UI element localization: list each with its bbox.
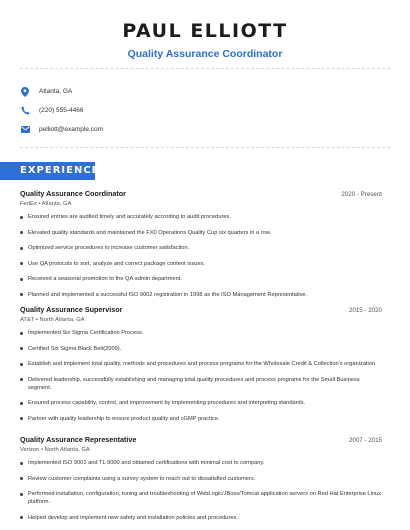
job-title: Quality Assurance Coordinator (20, 189, 126, 198)
job-title: Quality Assurance Supervisor (20, 305, 123, 314)
job-bullets (20, 213, 382, 299)
location-text: Atlanta, GA (39, 88, 73, 95)
job-company: AT&T • North Atlanta, GA (20, 317, 85, 323)
job-bullet: Optimized service procedures to increase customer satisfaction. (20, 244, 382, 252)
job-bullet: Use QA protocols to sort, analyze and correct package content issues. (20, 260, 382, 268)
job-dates: 2020 - Present (341, 191, 382, 198)
job-bullet: Received a seasonal promotion to the QA admin department. (20, 275, 382, 283)
contact-email[interactable] (20, 120, 103, 139)
job-bullet: Elevated quality standards and maintained the FX0 Operations Quality Cup six quarters in a row. (20, 229, 382, 237)
contact-list (20, 82, 103, 139)
job-bullet: Planned and implemented a successful ISO 9002 registration in 1998 as the ISO Management Representative. (20, 291, 382, 299)
candidate-name: PAUL ELLIOTT (122, 20, 288, 42)
job-dates: 2007 - 2015 (348, 437, 382, 444)
map-pin-icon (20, 87, 30, 97)
job-title: Quality Assurance Representative (20, 435, 137, 444)
job-bullet: Delivered leadership, successfully establishing and managing total quality procedures and process programs for the Small Business segment. (20, 376, 382, 392)
job-bullet: Partner with quality leadership to ensure product quality and cGMP practice. (20, 415, 382, 423)
job-bullet: Ensured process capability, control, and improvement by implementing procedures and interpreting standards. (20, 399, 382, 407)
header-divider (20, 68, 390, 69)
job-entry (20, 435, 382, 529)
job-bullet: Review customer complaints using a survey system to reach out to dissatisfied customers. (20, 475, 382, 483)
job-bullet: Implemented ISO 9001 and TL 9000 and obtained certifications with minimal cost to company. (20, 459, 382, 467)
job-bullet: Certified Six Sigma Black Belt(2009). (20, 345, 382, 353)
job-company: Verizon • North Atlanta, GA (20, 447, 90, 453)
contact-phone (20, 101, 103, 120)
contact-location (20, 82, 103, 101)
job-bullet: Performed installation, configuration, tuning and troubleshooting of WebLogic/JBoss/Tomcat application servers on Red Hat Enterprise Linux platform. (20, 490, 382, 506)
contact-divider (20, 147, 390, 148)
job-company: FedEx • Atlanta, GA (20, 201, 72, 207)
job-bullets (20, 459, 382, 522)
envelope-icon (20, 125, 30, 135)
phone-text: (220) 555-4466 (39, 107, 84, 114)
experience-section-title: EXPERIENCE (0, 162, 95, 180)
resume-header (0, 0, 410, 61)
job-bullet: Establish and implement total quality, methods and procedures and process programs for the Wholesale Credit & Collection's organization. (20, 360, 382, 368)
email-text[interactable]: pelliott@example.com (39, 126, 104, 133)
job-entry (20, 305, 382, 430)
candidate-role: Quality Assurance Coordinator (127, 48, 283, 60)
job-entry (20, 189, 382, 306)
job-bullet: Implemented Six Sigma Certification Process. (20, 329, 382, 337)
job-dates: 2015 - 2020 (348, 307, 382, 314)
job-bullet: Ensured entries are audited timely and accurately according to audit procedures. (20, 213, 382, 221)
job-bullet: Helped develop and implement new safety and installation policies and procedures. (20, 514, 382, 522)
job-bullets (20, 329, 382, 423)
phone-icon (20, 106, 30, 116)
